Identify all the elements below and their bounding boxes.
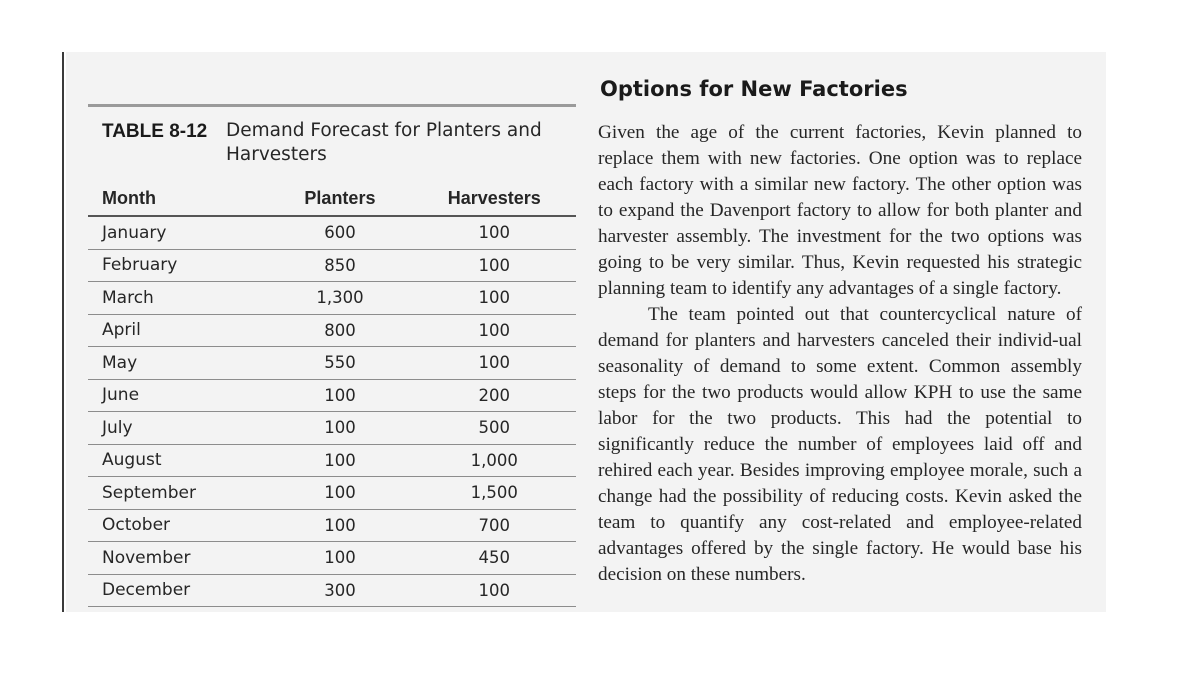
cell-harvesters: 100 (413, 216, 576, 249)
cell-harvesters: 100 (413, 347, 576, 380)
cell-month: March (88, 282, 267, 315)
header-month: Month (88, 181, 267, 216)
cell-harvesters: 200 (413, 379, 576, 412)
cell-month: July (88, 412, 267, 445)
demand-forecast-table (88, 181, 576, 607)
cell-month: October (88, 509, 267, 542)
table-title-line-2: Harvesters (226, 144, 327, 165)
table-body (88, 216, 576, 607)
header-planters: Planters (267, 181, 412, 216)
cell-month: September (88, 477, 267, 510)
cell-harvesters: 700 (413, 509, 576, 542)
cell-month: January (88, 216, 267, 249)
cell-harvesters: 450 (413, 542, 576, 575)
cell-harvesters: 1,500 (413, 477, 576, 510)
table-caption (88, 107, 576, 181)
cell-planters: 100 (267, 412, 412, 445)
table-title-line-1: Demand Forecast for Planters and (226, 120, 542, 141)
table-row (88, 314, 576, 347)
cell-planters: 100 (267, 444, 412, 477)
cell-planters: 100 (267, 509, 412, 542)
table-row (88, 347, 576, 380)
cell-planters: 600 (267, 216, 412, 249)
cell-planters: 550 (267, 347, 412, 380)
table-title (226, 119, 566, 167)
demand-forecast-table-block (88, 104, 576, 607)
cell-planters: 800 (267, 314, 412, 347)
cell-harvesters: 100 (413, 574, 576, 607)
table-row (88, 379, 576, 412)
table-row (88, 509, 576, 542)
options-section (598, 74, 1082, 588)
cell-month: May (88, 347, 267, 380)
table-row (88, 282, 576, 315)
cell-planters: 100 (267, 379, 412, 412)
table-label: TABLE 8-12 (102, 121, 208, 142)
cell-planters: 300 (267, 574, 412, 607)
cell-planters: 1,300 (267, 282, 412, 315)
table-row (88, 542, 576, 575)
cell-planters: 850 (267, 249, 412, 282)
cell-month: December (88, 574, 267, 607)
cell-harvesters: 500 (413, 412, 576, 445)
paragraph-1: Given the age of the current factories, Kevin planned to replace them with new factories. One option was to replace each factory with a similar new factory. The other option was to expand the Davenport factory to allow for both planter and harvester assembly. The investment for the two options was going to be very similar. Thus, Kevin requested his strategic planning team to identify any advantages of a single factory. (598, 122, 1082, 299)
paragraph-2: The team pointed out that countercyclical nature of demand for planters and harvesters canceled their individ-ual seasonality of demand to some extent. Common assembly steps for the two products would allow KPH to use the same labor for the two products. This had the potential to significantly reduce the number of employees laid off and rehired each year. Besides improving employee morale, such a change had the possibility of reducing costs. Kevin asked the team to quantify any cost-related and employee-related advantages offered by the single factory. He would base his decision on these numbers. (598, 304, 1082, 585)
cell-month: August (88, 444, 267, 477)
cell-month: November (88, 542, 267, 575)
cell-harvesters: 100 (413, 282, 576, 315)
left-margin-rule (62, 52, 64, 612)
table-header-row (88, 181, 576, 216)
cell-harvesters: 100 (413, 314, 576, 347)
cell-month: April (88, 314, 267, 347)
cell-month: June (88, 379, 267, 412)
section-heading: Options for New Factories (600, 77, 908, 101)
cell-harvesters: 100 (413, 249, 576, 282)
cell-planters: 100 (267, 542, 412, 575)
table-row (88, 574, 576, 607)
header-harvesters: Harvesters (413, 181, 576, 216)
cell-harvesters: 1,000 (413, 444, 576, 477)
cell-planters: 100 (267, 477, 412, 510)
table-row (88, 249, 576, 282)
table-row (88, 412, 576, 445)
table-row (88, 444, 576, 477)
cell-month: February (88, 249, 267, 282)
table-row (88, 216, 576, 249)
table-row (88, 477, 576, 510)
